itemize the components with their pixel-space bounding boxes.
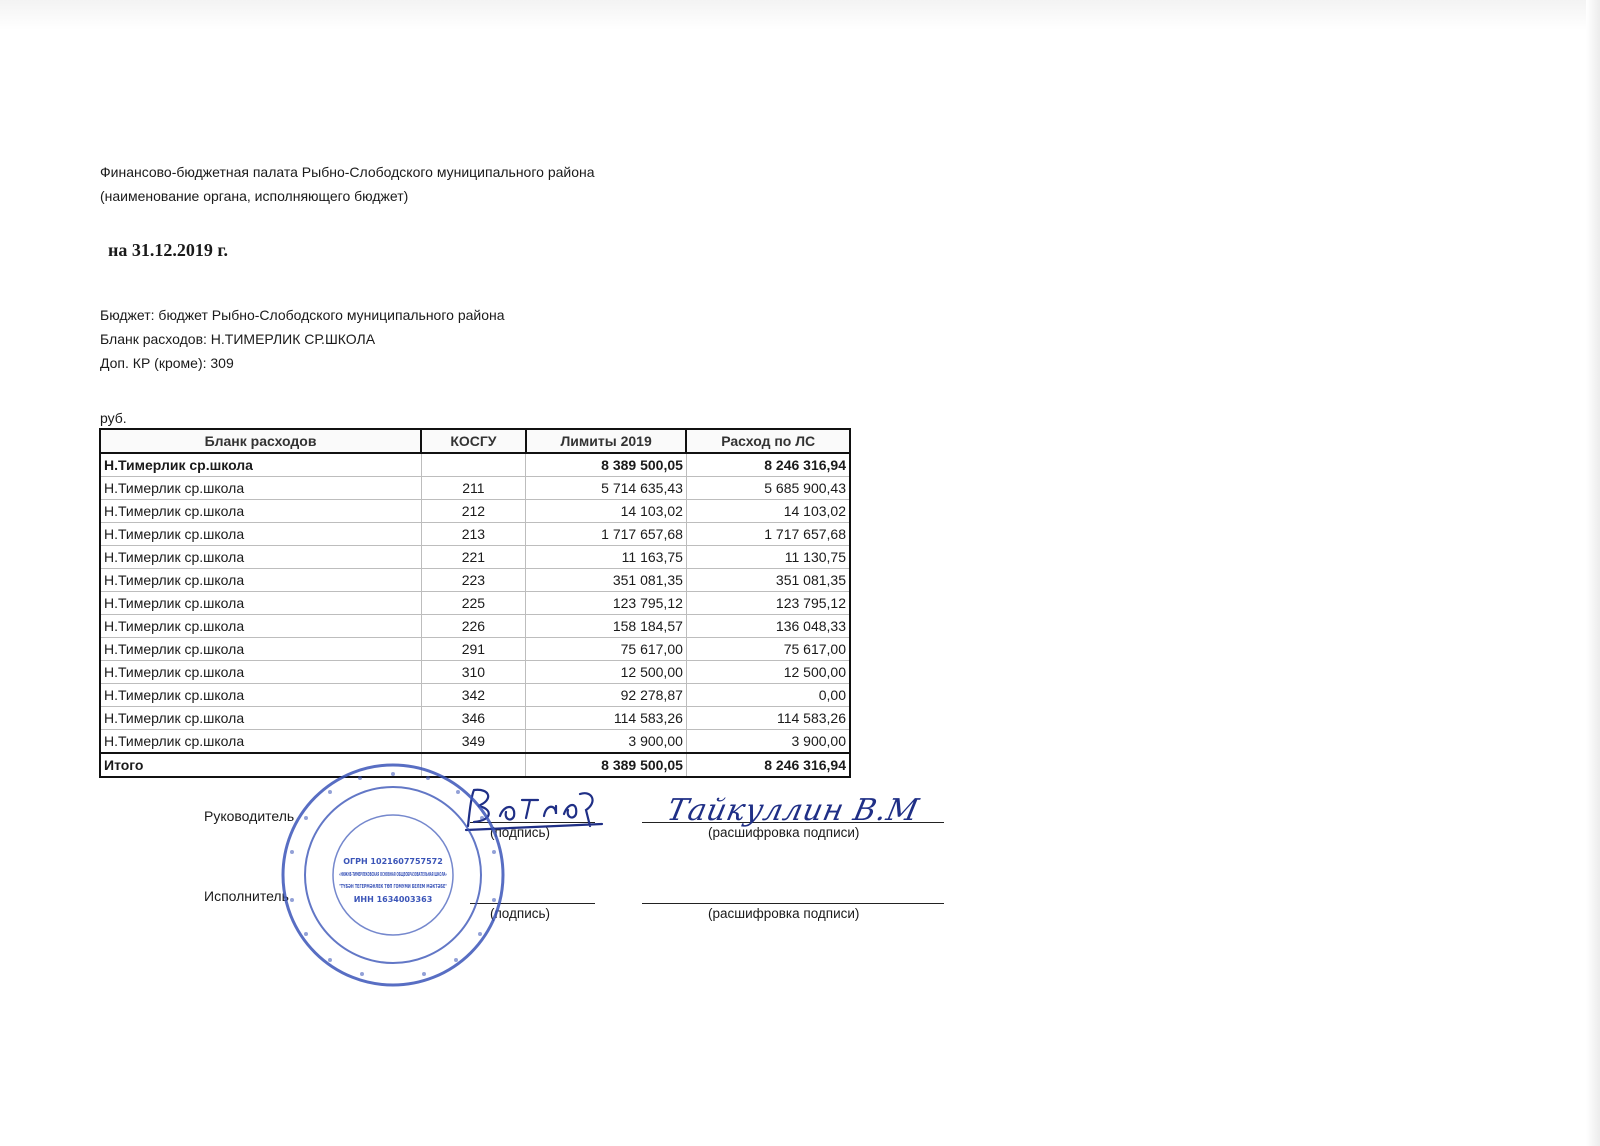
row-kosgu: 349 — [421, 730, 526, 754]
total-spent: 8 246 316,94 — [686, 753, 850, 777]
row-spent: 12 500,00 — [686, 661, 850, 684]
head-name-handwriting: Тайкуллин В.М — [663, 793, 922, 828]
row-spent: 75 617,00 — [686, 638, 850, 661]
table-row — [100, 569, 850, 592]
row-name: Н.Тимерлик ср.школа — [100, 477, 421, 500]
table-row — [100, 500, 850, 523]
official-stamp — [278, 760, 508, 990]
row-name: Н.Тимерлик ср.школа — [100, 500, 421, 523]
row-spent: 136 048,33 — [686, 615, 850, 638]
row-kosgu: 225 — [421, 592, 526, 615]
expense-form-line: Бланк расходов: Н.ТИМЕРЛИК СР.ШКОЛА — [100, 331, 376, 347]
stamp-ogrn: ОГРН 1021607757572 — [343, 857, 443, 866]
table-row — [100, 546, 850, 569]
row-kosgu: 310 — [421, 661, 526, 684]
head-decoding-caption: (расшифровка подписи) — [708, 825, 860, 840]
row-name: Н.Тимерлик ср.школа — [100, 684, 421, 707]
row-limit: 92 278,87 — [526, 684, 687, 707]
row-limit: 11 163,75 — [526, 546, 687, 569]
scan-edge — [0, 0, 1600, 30]
executor-signature-caption: (подпись) — [490, 906, 551, 921]
organization-caption: (наименование органа, исполняющего бюджет) — [100, 188, 409, 204]
executor-decoding-caption: (расшифровка подписи) — [708, 906, 860, 921]
table-row — [100, 730, 850, 754]
row-limit: 351 081,35 — [526, 569, 687, 592]
row-kosgu: 226 — [421, 615, 526, 638]
table-row — [100, 615, 850, 638]
row-spent: 0,00 — [686, 684, 850, 707]
row-spent: 5 685 900,43 — [686, 477, 850, 500]
row-kosgu: 342 — [421, 684, 526, 707]
table-row — [100, 523, 850, 546]
summary-spent: 8 246 316,94 — [686, 453, 850, 477]
row-limit: 75 617,00 — [526, 638, 687, 661]
organization-name: Финансово-бюджетная палата Рыбно-Слободского муниципального района — [100, 164, 595, 180]
extra-kr-line: Доп. КР (кроме): 309 — [100, 355, 234, 371]
row-limit: 3 900,00 — [526, 730, 687, 754]
head-label: Руководитель — [204, 808, 295, 824]
row-name: Н.Тимерлик ср.школа — [100, 546, 421, 569]
row-name: Н.Тимерлик ср.школа — [100, 592, 421, 615]
row-name: Н.Тимерлик ср.школа — [100, 661, 421, 684]
row-kosgu: 346 — [421, 707, 526, 730]
head-name-handwriting-icon — [663, 790, 938, 830]
report-date: на 31.12.2019 г. — [108, 240, 229, 260]
scan-right-edge — [1586, 0, 1600, 1146]
table-row — [100, 661, 850, 684]
header-spent: Расход по ЛС — [686, 429, 850, 453]
total-label: Итого — [100, 753, 421, 777]
row-kosgu: 221 — [421, 546, 526, 569]
row-kosgu: 211 — [421, 477, 526, 500]
header-kosgu: КОСГУ — [421, 429, 526, 453]
row-limit: 14 103,02 — [526, 500, 687, 523]
executor-label: Исполнитель — [204, 888, 289, 904]
summary-limit: 8 389 500,05 — [526, 453, 687, 477]
row-spent: 351 081,35 — [686, 569, 850, 592]
stamp-inn: ИНН 1634003363 — [353, 895, 433, 904]
row-limit: 5 714 635,43 — [526, 477, 687, 500]
table-row — [100, 638, 850, 661]
summary-name: Н.Тимерлик ср.школа — [100, 453, 421, 477]
row-kosgu: 223 — [421, 569, 526, 592]
row-limit: 114 583,26 — [526, 707, 687, 730]
table-row — [100, 684, 850, 707]
row-spent: 1 717 657,68 — [686, 523, 850, 546]
row-kosgu: 291 — [421, 638, 526, 661]
row-spent: 14 103,02 — [686, 500, 850, 523]
row-name: Н.Тимерлик ср.школа — [100, 615, 421, 638]
currency-label: руб. — [100, 410, 127, 426]
row-name: Н.Тимерлик ср.школа — [100, 638, 421, 661]
executor-decoding-line — [642, 903, 944, 904]
budget-line: Бюджет: бюджет Рыбно-Слободского муниципального района — [100, 307, 505, 323]
row-spent: 114 583,26 — [686, 707, 850, 730]
row-kosgu: 213 — [421, 523, 526, 546]
budget-table — [99, 428, 851, 778]
row-limit: 1 717 657,68 — [526, 523, 687, 546]
row-name: Н.Тимерлик ср.школа — [100, 523, 421, 546]
table-row — [100, 477, 850, 500]
row-name: Н.Тимерлик ср.школа — [100, 707, 421, 730]
row-limit: 12 500,00 — [526, 661, 687, 684]
total-limit: 8 389 500,05 — [526, 753, 687, 777]
table-header-row — [100, 429, 850, 453]
header-limits: Лимиты 2019 — [526, 429, 687, 453]
row-limit: 123 795,12 — [526, 592, 687, 615]
row-spent: 11 130,75 — [686, 546, 850, 569]
row-name: Н.Тимерлик ср.школа — [100, 569, 421, 592]
stamp-school-tt: "ТҮБӘН ТЕГЕРМӘНЛЕК ТӨП ГОМУМИ БЕЛЕМ МӘКТӘБЕ" — [339, 884, 448, 890]
summary-row — [100, 453, 850, 477]
row-limit: 158 184,57 — [526, 615, 687, 638]
header-expense-form: Бланк расходов — [100, 429, 421, 453]
head-signature-caption: (подпись) — [490, 825, 551, 840]
row-spent: 3 900,00 — [686, 730, 850, 754]
row-spent: 123 795,12 — [686, 592, 850, 615]
table-row — [100, 707, 850, 730]
row-name: Н.Тимерлик ср.школа — [100, 730, 421, 754]
row-kosgu: 212 — [421, 500, 526, 523]
summary-kosgu — [421, 453, 526, 477]
stamp-school-ru: «НИЖНЕ-ТИМЕРЛЕКОВСКАЯ ОСНОВНАЯ ОБЩЕОБРАЗОВАТЕЛЬНАЯ ШКОЛА» — [339, 872, 447, 878]
table-row — [100, 592, 850, 615]
